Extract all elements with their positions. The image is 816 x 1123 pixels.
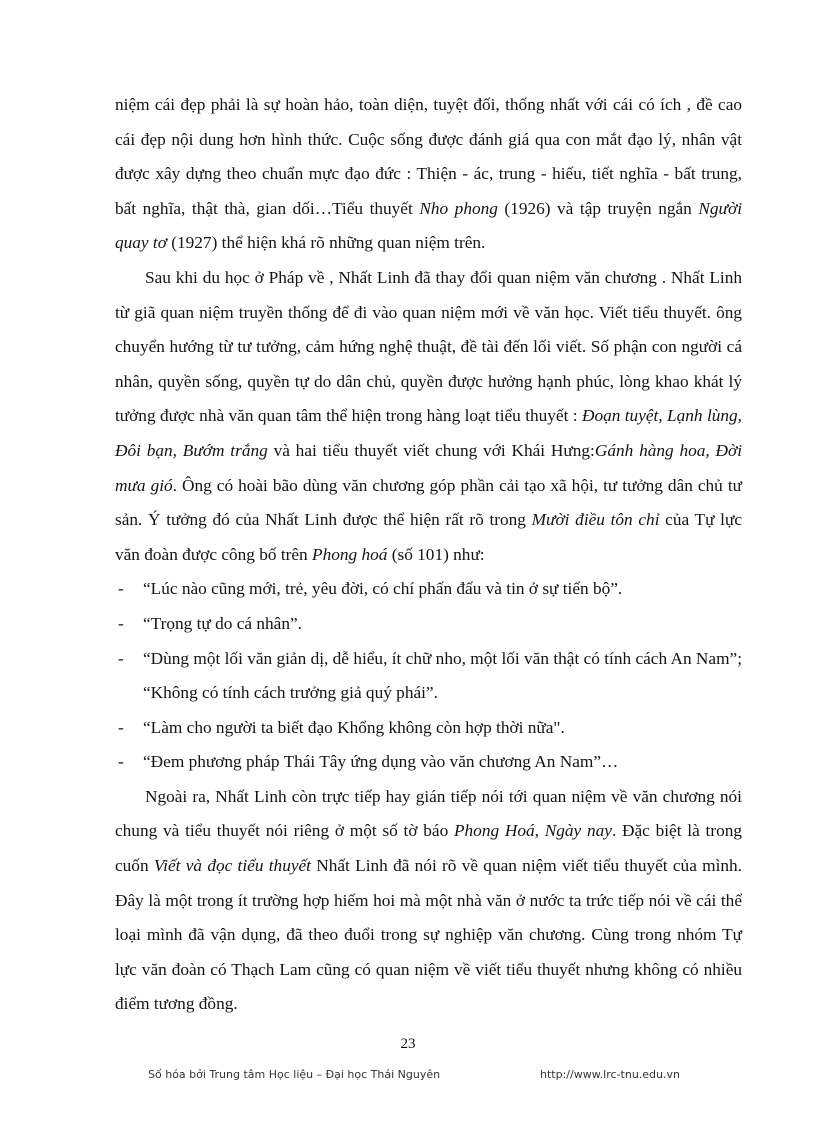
paragraph-1 (115, 88, 742, 261)
italic-title-text: Người quay tơ (115, 198, 742, 253)
dash-marker: - (118, 717, 124, 737)
dash-marker: - (118, 613, 124, 633)
italic-title-text: Ngày nay (544, 821, 612, 841)
page-number: 23 (400, 1036, 416, 1052)
text-run: , (534, 821, 545, 841)
list-item (115, 572, 742, 607)
text-run: Nhất Linh đã nói rõ về quan niệm viết tiểu thuyết của mình. Đây là một trong ít trường hợp hiếm hoi mà một nhà văn ở nước ta trức tiếp nói về cái thể loại mình đã vận dụng, đã theo đuổi trong sự nghiệp văn chương. Cùng trong nhóm Tự lực văn đoàn có Thạch Lam cũng có quan niệm về viết tiểu thuyết nhưng không có nhiều điểm tương đồng. (115, 856, 742, 1014)
paragraph-2 (115, 261, 742, 572)
body-text (115, 88, 742, 1022)
footer-source-text: Số hóa bởi Trung tâm Học liệu – Đại học Thái Nguyên (148, 1068, 441, 1081)
italic-title-text: Đoạn tuyệt, Lạnh lùng, Đôi bạn, Bướm trắng (115, 406, 743, 460)
text-run: và hai tiểu thuyết viết chung với Khái Hưng: (267, 440, 595, 460)
list-item-text: “Làm cho người ta biết đạo Khổng không còn hợp thời nữa". (143, 717, 565, 737)
list-item (115, 642, 742, 711)
text-run: . Đặc biệt là trong cuốn (115, 821, 743, 876)
text-run: (1927) thể hiện khá rõ những quan niệm trên. (166, 233, 486, 253)
paragraph-3 (115, 780, 742, 1022)
italic-title-text: Phong hoá (312, 544, 388, 564)
italic-title-text: Viết và đọc tiểu thuyết (153, 856, 311, 876)
italic-title-text: Mười điều tôn chỉ (531, 510, 660, 530)
list-item-text: “Lúc nào cũng mới, trẻ, yêu đời, có chí phấn đấu và tin ở sự tiến bộ”. (143, 579, 623, 599)
text-run: . Ông có hoài bão dùng văn chương góp phần cải tạo xã hội, tư tưởng dân chủ tư sản. Ý tưởng đó của Nhất Linh được thể hiện rất rõ trong (115, 475, 743, 530)
dash-marker: - (118, 579, 124, 599)
text-run: (1926) và tập truyện ngắn (497, 198, 699, 218)
text-run: niệm cái đẹp phải là sự hoàn hảo, toàn diện, tuyệt đối, thống nhất với cái có ích , đề cao cái đẹp nội dung hơn hình thức. Cuộc sống được đánh giá qua con mắt đạo lý, nhân vật được xây dựng theo chuẩn mực đạo đức : Thiện - ác, trung - hiếu, tiết nghĩa - bất trung, bất nghĩa, thật thà, gian dối…Tiểu thuyết (115, 95, 742, 218)
italic-title-text: Gánh hàng hoa, Đời mưa gió (115, 440, 743, 495)
italic-title-text: Phong Hoá (453, 821, 535, 841)
list-item-text: “Đem phương pháp Thái Tây ứng dụng vào văn chương An Nam”… (143, 752, 619, 772)
dash-marker: - (118, 648, 124, 668)
text-run: Sau khi du học ở Pháp về , Nhất Linh đã thay đổi quan niệm văn chương . Nhất Linh từ giã quan niệm truyền thống để đi vào quan niệm mới về văn học. Viết tiểu thuyết. ông chuyển hướng từ tư tưởng, cảm hứng nghệ thuật, đề tài đến lối viết. Số phận con người cá nhân, quyền sống, quyền tự do dân chủ, quyền được hưởng hạnh phúc, lòng khao khát lý tưởng được nhà văn quan tâm thể hiện trong hàng loạt tiểu thuyết : (115, 267, 742, 426)
italic-title-text: Nho phong (419, 198, 498, 218)
text-run: của Tự lực văn đoàn được công bố trên (115, 510, 742, 564)
text-run: (số 101) như: (387, 544, 485, 564)
list-item (115, 711, 742, 746)
text-run: Ngoài ra, Nhất Linh còn trực tiếp hay gián tiếp nói tới quan niệm về văn chương nói chung và tiểu thuyết nói riêng ở một số tờ báo (115, 786, 742, 841)
list-item-text: “Dùng một lối văn giản dị, dễ hiểu, ít chữ nho, một lối văn thật có tính cách An Nam”; “Không có tính cách trưởng giả quý phái”. (143, 648, 742, 703)
footer-url[interactable]: http://www.lrc-tnu.edu.vn (540, 1068, 680, 1081)
list-item (115, 607, 742, 642)
list-item (115, 745, 742, 780)
dash-marker: - (118, 752, 124, 772)
list-item-text: “Trọng tự do cá nhân”. (143, 613, 302, 633)
